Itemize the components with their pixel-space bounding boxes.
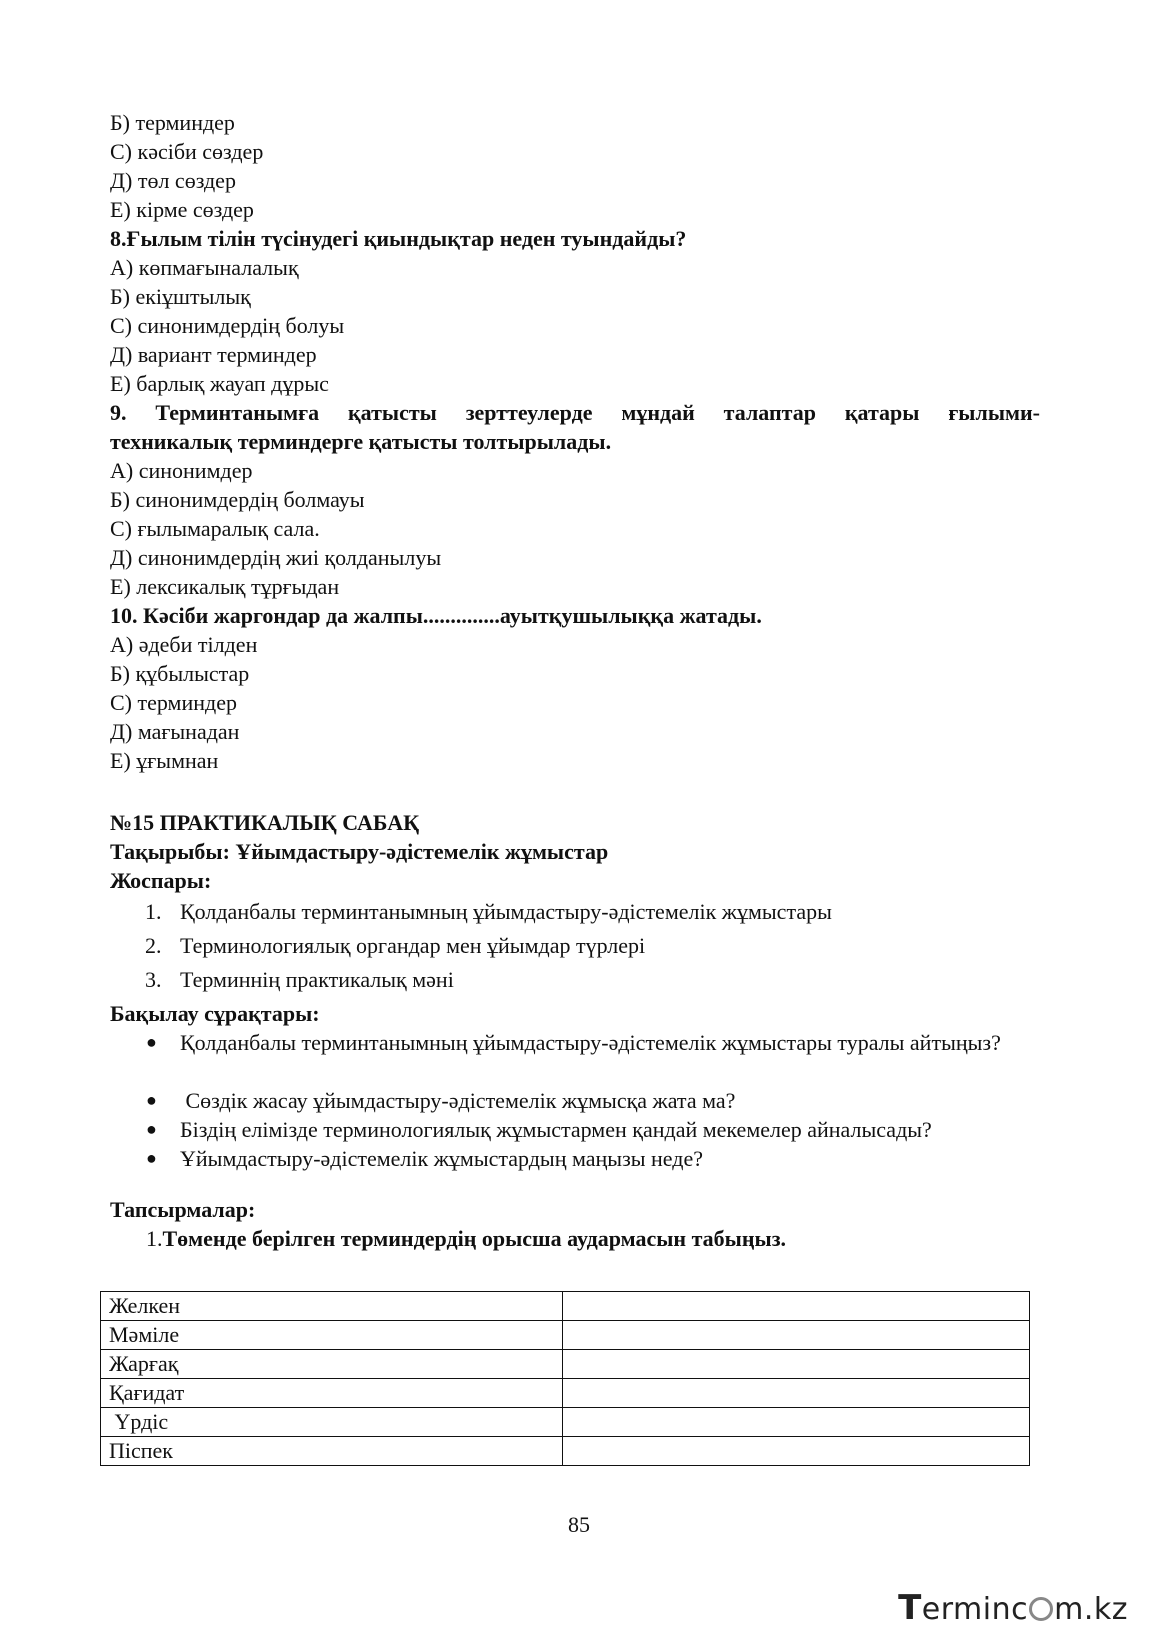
- bullet-icon: ●: [146, 1148, 157, 1168]
- plan-item-text: Терминологиялық органдар мен ұйымдар түрлері: [180, 933, 646, 958]
- control-question-text: Ұйымдастыру-әдістемелік жұмыстардың маңызы неде?: [180, 1146, 704, 1171]
- control-question-text: Сөздік жасау ұйымдастыру-әдістемелік жұмысқа жата ма?: [180, 1088, 736, 1113]
- lesson-topic: Тақырыбы: Ұйымдастыру-әдістемелік жұмыстар: [110, 839, 609, 864]
- plan-item: [110, 895, 1040, 929]
- term-cell: Үрдіс: [101, 1408, 563, 1437]
- translation-cell: [563, 1292, 1030, 1321]
- table-row: [101, 1321, 1030, 1350]
- q10-question: 10. Кәсіби жаргондар да жалпы..............ауытқушылыққа жатады.: [110, 603, 762, 628]
- q10-option-d: Д) мағынадан: [110, 719, 240, 744]
- control-question-text: Біздің елімізде терминологиялық жұмыстармен қандай мекемелер айналысады?: [180, 1117, 932, 1142]
- translation-cell: [563, 1379, 1030, 1408]
- term-cell: Желкен: [101, 1292, 563, 1321]
- term-cell: Піспек: [101, 1437, 563, 1466]
- q7-option-c: С) кәсіби сөздер: [110, 139, 264, 164]
- plan-item-number: 1.: [145, 899, 162, 924]
- q10-option-a: А) әдеби тілден: [110, 632, 258, 657]
- control-question: [110, 1115, 1040, 1144]
- plan-item-text: Терминнің практикалық мәні: [180, 967, 454, 992]
- q9-option-b: Б) синонимдердің болмауы: [110, 487, 365, 512]
- control-question-text: Қолданбалы терминтанымның ұйымдастыру-әдістемелік жұмыстары туралы айтыңыз?: [180, 1030, 1001, 1055]
- term-cell: Жарғақ: [101, 1350, 563, 1379]
- logo-letter-t: T: [898, 1588, 922, 1628]
- plan-item-text: Қолданбалы терминтанымның ұйымдастыру-әдістемелік жұмыстары: [180, 899, 832, 924]
- task-1: [110, 1224, 1040, 1253]
- translation-cell: [563, 1408, 1030, 1437]
- q8-option-b: Б) екіұштылық: [110, 284, 251, 309]
- plan-item: [110, 963, 1040, 997]
- logo-text-middle: erminc: [921, 1592, 1029, 1627]
- q8-option-a: А) көпмағыналалық: [110, 255, 299, 280]
- watermark-logo[interactable]: [898, 1588, 1128, 1628]
- plan-heading: Жоспары:: [110, 868, 212, 893]
- translation-cell: [563, 1350, 1030, 1379]
- bullet-icon: ●: [146, 1119, 157, 1139]
- bullet-icon: ●: [146, 1032, 157, 1052]
- q7-option-e: Е) кірме сөздер: [110, 197, 254, 222]
- q10-option-c: С) терминдер: [110, 690, 237, 715]
- plan-item-number: 3.: [145, 967, 162, 992]
- q7-option-d: Д) төл сөздер: [110, 168, 236, 193]
- task-1-text: Төменде берілген терминдердің орысша аудармасын табыңыз.: [162, 1226, 787, 1251]
- tasks-heading: Тапсырмалар:: [110, 1197, 256, 1222]
- q9-option-a: А) синонимдер: [110, 458, 253, 483]
- q8-question: 8.Ғылым тілін түсінудегі қиындықтар неден туындайды?: [110, 226, 687, 251]
- q8-option-e: Е) барлық жауап дұрыс: [110, 371, 329, 396]
- control-question: [110, 1086, 1040, 1115]
- q10-option-b: Б) құбылыстар: [110, 661, 250, 686]
- q9-option-e: Е) лексикалық тұрғыдан: [110, 574, 340, 599]
- lesson-title: №15 ПРАКТИКАЛЫҚ САБАҚ: [110, 810, 420, 835]
- q9-question-line1: 9. Терминтанымға қатысты зерттеулерде мұндай талаптар қатары ғылыми-: [110, 400, 1040, 425]
- translation-cell: [563, 1321, 1030, 1350]
- plan-item-number: 2.: [145, 933, 162, 958]
- q9-option-d: Д) синонимдердің жиі қолданылуы: [110, 545, 442, 570]
- q8-option-d: Д) вариант терминдер: [110, 342, 317, 367]
- table-row: [101, 1437, 1030, 1466]
- control-question: [110, 1144, 1040, 1173]
- q9-option-c: С) ғылымаралық сала.: [110, 516, 320, 541]
- logo-text-suffix: m.kz: [1054, 1592, 1128, 1627]
- table-row: [101, 1408, 1030, 1437]
- table-row: [101, 1292, 1030, 1321]
- q9-question-line2: техникалық терминдерге қатысты толтырылады.: [110, 429, 612, 454]
- plan-item: [110, 929, 1040, 963]
- term-cell: Қағидат: [101, 1379, 563, 1408]
- control-heading: Бақылау сұрақтары:: [110, 1001, 320, 1026]
- term-cell: Мәміле: [101, 1321, 563, 1350]
- page-number: 85: [568, 1512, 590, 1537]
- q8-option-c: С) синонимдердің болуы: [110, 313, 345, 338]
- task-1-number: 1.: [146, 1226, 163, 1251]
- q7-option-b: Б) терминдер: [110, 110, 235, 135]
- bullet-icon: ●: [146, 1090, 157, 1110]
- translation-cell: [563, 1437, 1030, 1466]
- table-row: [101, 1350, 1030, 1379]
- control-question: [110, 1028, 1040, 1086]
- table-row: [101, 1379, 1030, 1408]
- q10-option-e: Е) ұғымнан: [110, 748, 219, 773]
- terms-table: [100, 1291, 1030, 1466]
- page-content: [110, 108, 1040, 1253]
- magnifier-icon: [1029, 1597, 1053, 1621]
